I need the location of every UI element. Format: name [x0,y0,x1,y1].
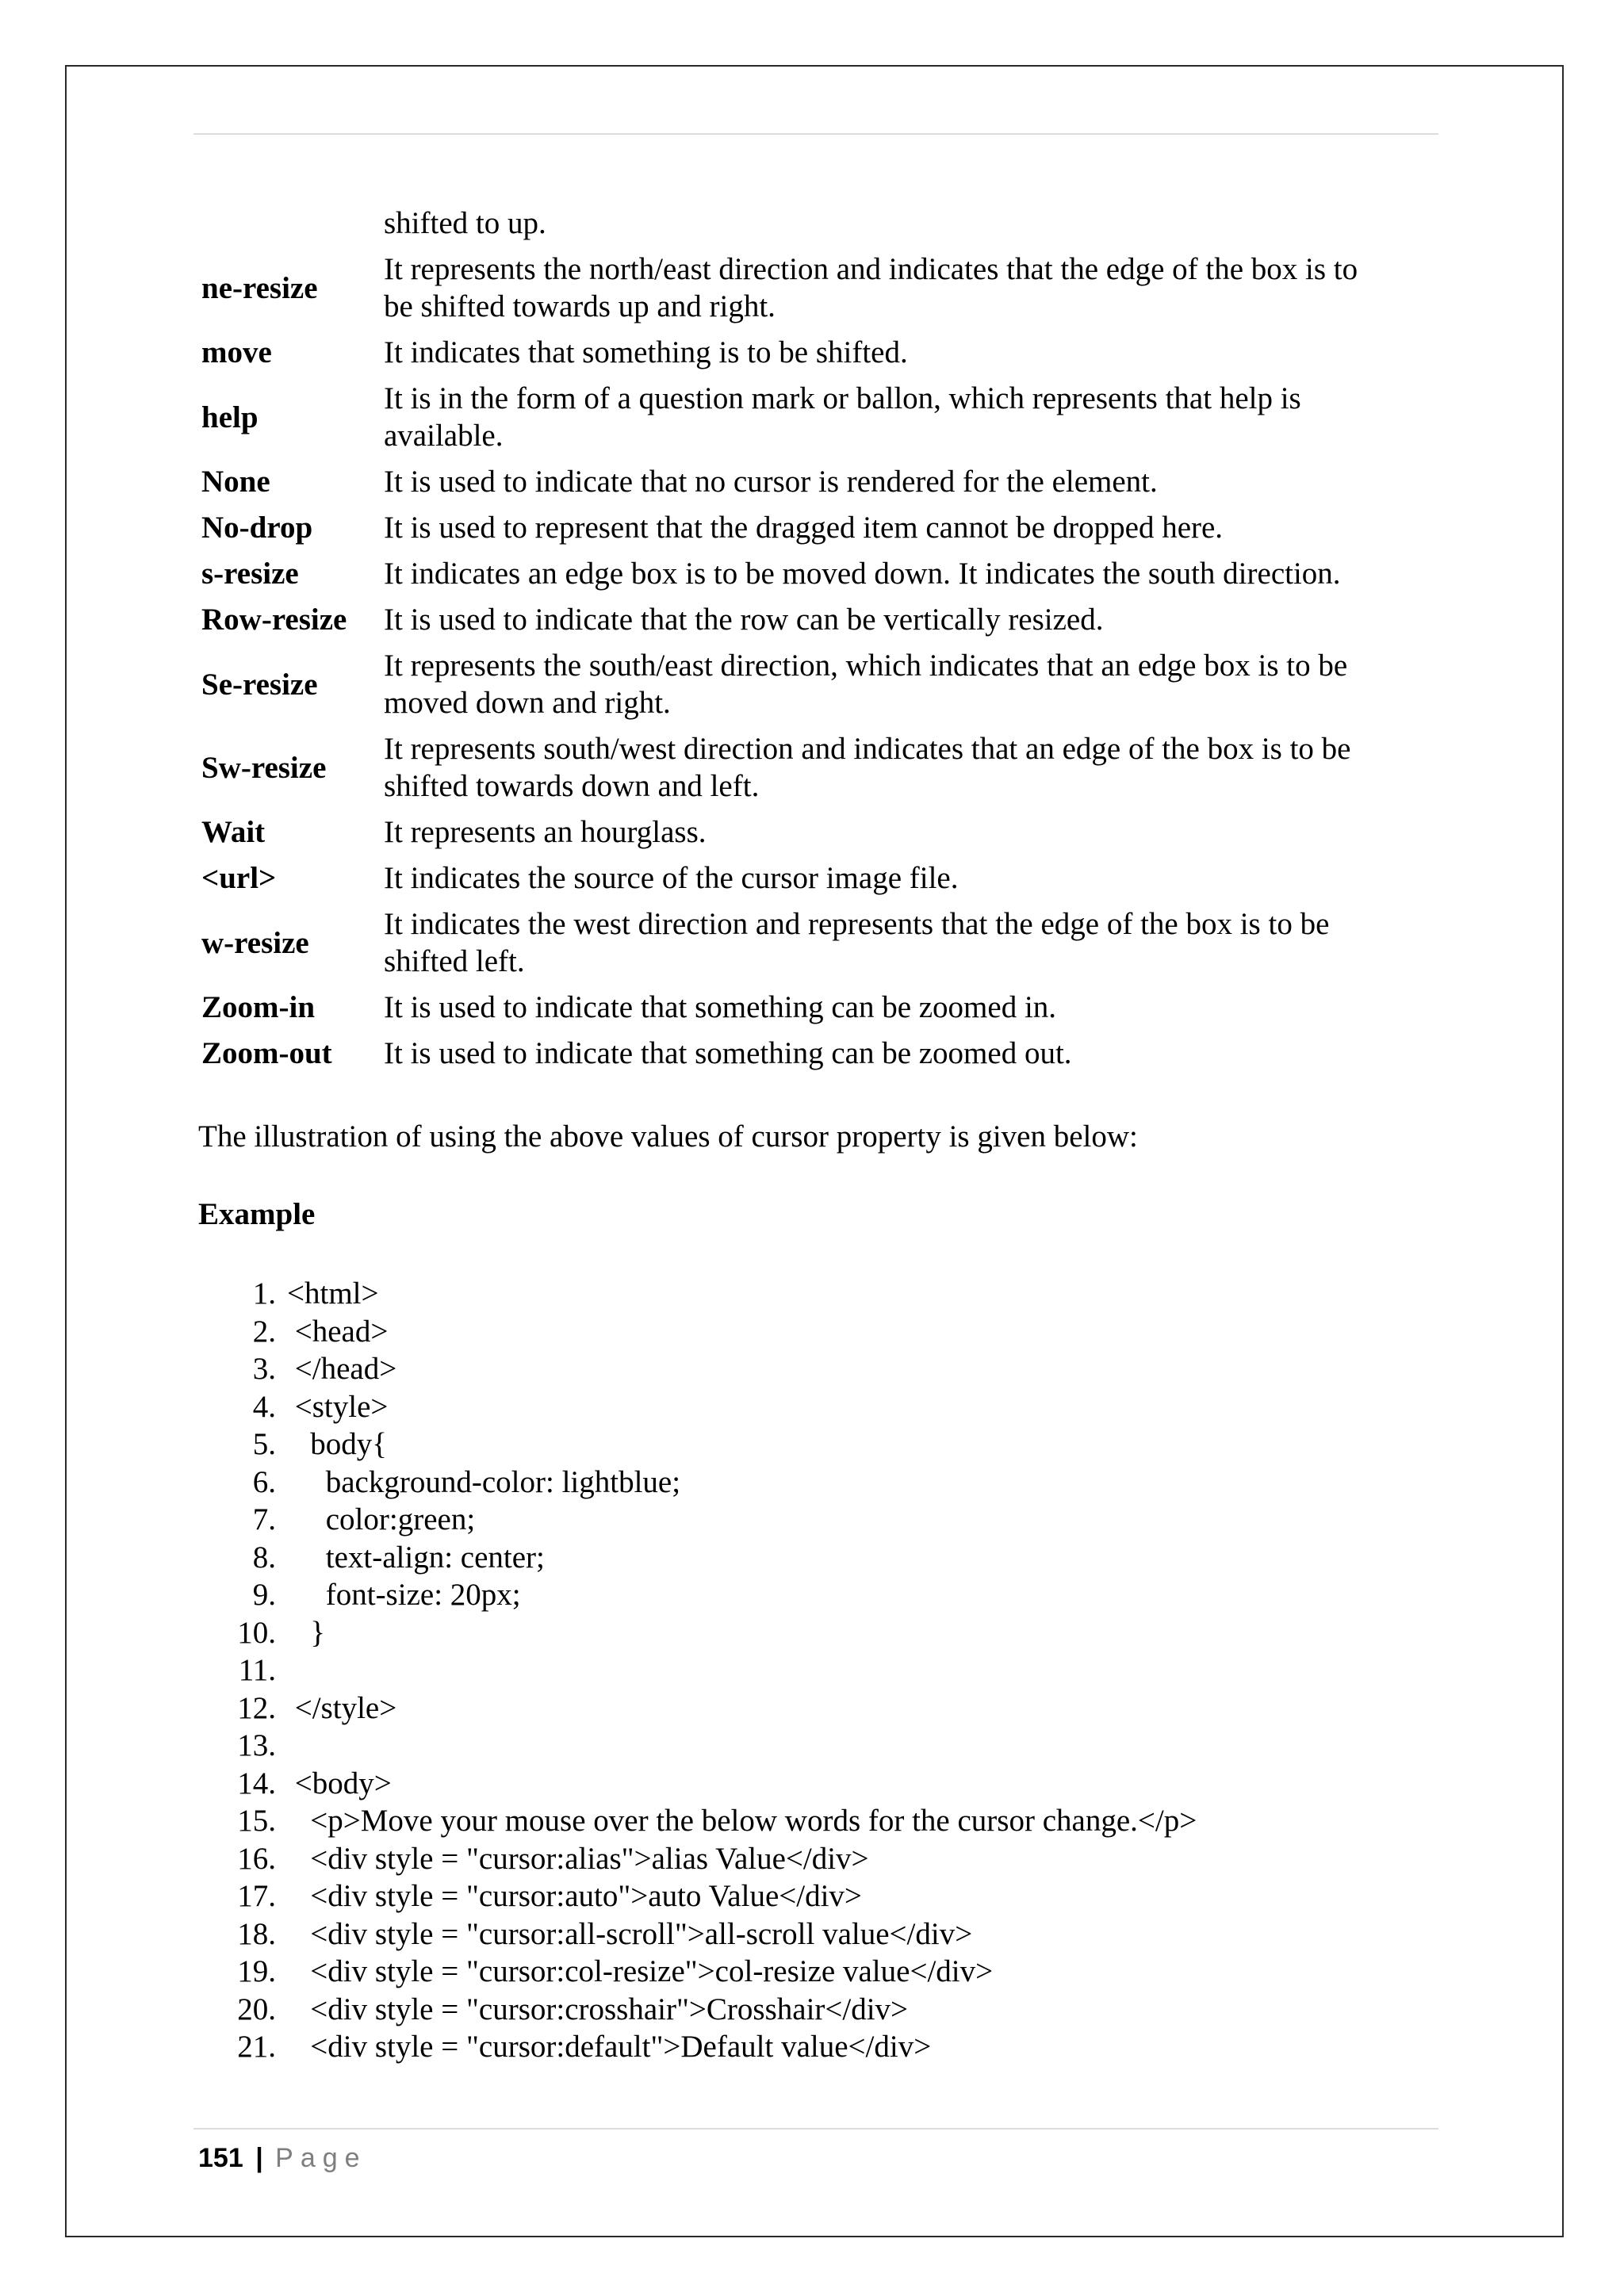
cursor-value-name: Zoom-out [201,1036,332,1070]
description-line: shifted towards down and left. [384,769,760,803]
code-text: <div style = "cursor:auto">auto Value</div> [287,1879,862,1913]
cursor-value-description [384,813,1438,851]
code-text [287,1727,1435,1765]
description-line: It is used to represent that the dragged item cannot be dropped here. [384,511,1224,545]
description-line: It is in the form of a question mark or ballon, which represents that help is [384,381,1301,415]
description-line: It represents the north/east direction and indicates that the edge of the box is to [384,252,1358,286]
cursor-value-description [384,1035,1438,1072]
cursor-value-name: Row-resize [201,603,347,637]
cursor-value-description [384,251,1438,325]
cursor-value-name: Se-resize [201,667,318,702]
code-text: text-align: center; [287,1540,545,1575]
table-row [201,205,1438,242]
description-line: It represents an hourglass. [384,815,707,849]
cursor-value-name: Wait [201,815,266,849]
code-text: font-size: 20px; [287,1578,521,1612]
line-number: 9. [252,1578,276,1612]
line-number: 12. [237,1690,276,1725]
code-line [198,1576,1435,1614]
code-listing [198,1275,1435,2066]
line-number: 21. [237,2030,276,2064]
table-row [201,334,1438,371]
table-row [201,380,1438,454]
line-number: 10. [237,1615,276,1650]
code-text [287,1651,1435,1689]
cursor-value-name: None [201,465,270,499]
description-line: shifted left. [384,944,525,978]
code-line [198,1651,1435,1689]
table-row [201,647,1438,721]
cursor-value-description [384,730,1438,805]
cursor-value-description [384,989,1438,1026]
description-line: It is used to indicate that something can be zoomed out. [384,1036,1072,1070]
description-line: It is used to indicate that the row can be vertically resized. [384,603,1104,637]
table-row [201,509,1438,546]
description-line: It represents south/west direction and indicates that an edge of the box is to be [384,732,1351,766]
cursor-value-name: move [201,335,272,369]
cursor-value-name: ne-resize [201,270,318,305]
cursor-value-description [384,205,1438,242]
description-line: be shifted towards up and right. [384,289,776,323]
cursor-value-name: No-drop [201,511,313,545]
description-line: It is used to indicate that no cursor is rendered for the element. [384,465,1158,499]
code-text: <div style = "cursor:alias">alias Value</div> [287,1841,869,1876]
code-line [198,1877,1435,1915]
code-text: body{ [287,1427,387,1461]
line-number: 3. [252,1352,276,1386]
line-number: 14. [237,1766,276,1800]
cursor-values-table [201,205,1438,1081]
code-line [198,1350,1435,1388]
code-text: <html> [287,1276,379,1311]
code-text: <p>Move your mouse over the below words for the cursor change.</p> [287,1804,1197,1838]
code-line [198,1765,1435,1803]
code-line [198,1727,1435,1765]
line-number: 5. [252,1427,276,1461]
table-row [201,905,1438,980]
table-row [201,601,1438,638]
table-row [201,813,1438,851]
example-heading: Example [198,1197,316,1231]
cursor-value-description [384,380,1438,454]
cursor-value-name: Zoom-in [201,990,316,1024]
code-line [198,1501,1435,1539]
code-line [198,1464,1435,1502]
code-line [198,1991,1435,2029]
code-text: <style> [287,1389,389,1424]
cursor-value-description [384,555,1438,592]
code-line [198,1275,1435,1313]
table-row [201,859,1438,897]
line-number: 13. [237,1728,276,1762]
line-number: 16. [237,1841,276,1876]
code-text: <head> [287,1314,389,1349]
code-line [198,1425,1435,1464]
cursor-value-description [384,601,1438,638]
line-number: 20. [237,1992,276,2026]
page-label: Page [275,2143,367,2173]
description-line: It represents the south/east direction, which indicates that an edge box is to be [384,649,1348,683]
code-text: } [287,1615,325,1650]
line-number: 8. [252,1540,276,1575]
cursor-value-name: w-resize [201,925,309,960]
footer-rule [193,2128,1438,2130]
line-number: 15. [237,1804,276,1838]
code-line [198,1802,1435,1840]
description-line: moved down and right. [384,686,671,720]
code-text: <div style = "cursor:col-resize">col-resize value</div> [287,1954,994,1988]
code-text: <div style = "cursor:default">Default value</div> [287,2030,932,2064]
footer-separator: | [255,2143,263,2173]
code-text: <div style = "cursor:crosshair">Crosshair</div> [287,1992,909,2026]
table-row [201,989,1438,1026]
description-line: It indicates that something is to be shifted. [384,335,908,369]
table-row [201,463,1438,500]
cursor-value-description [384,647,1438,721]
cursor-value-description [384,463,1438,500]
header-rule [193,133,1438,135]
code-line [198,1313,1435,1351]
code-line [198,1840,1435,1878]
description-line: shifted to up. [384,206,546,240]
code-line [198,1388,1435,1426]
line-number: 2. [252,1314,276,1349]
code-line [198,2028,1435,2066]
table-row [201,555,1438,592]
code-text: <div style = "cursor:all-scroll">all-scroll value</div> [287,1916,973,1951]
line-number: 1. [252,1276,276,1311]
cursor-value-name: <url> [201,861,277,895]
description-line: It indicates the west direction and represents that the edge of the box is to be [384,907,1330,941]
description-line: It indicates the source of the cursor image file. [384,861,959,895]
cursor-value-name: help [201,400,259,434]
cursor-value-description [384,509,1438,546]
line-number: 6. [252,1464,276,1499]
code-line [198,1915,1435,1954]
description-line: It is used to indicate that something can be zoomed in. [384,990,1057,1024]
cursor-value-name: s-resize [201,557,299,591]
description-line: available. [384,419,504,453]
code-text: </style> [287,1690,397,1725]
cursor-value-description [384,905,1438,980]
cursor-value-description [384,334,1438,371]
intro-paragraph: The illustration of using the above values of cursor property is given below: [198,1119,1138,1154]
code-line [198,1953,1435,1991]
table-row [201,251,1438,325]
code-line [198,1689,1435,1728]
table-row [201,1035,1438,1072]
code-text: </head> [287,1352,397,1386]
description-line: It indicates an edge box is to be moved down. It indicates the south direction. [384,557,1341,591]
line-number: 7. [252,1502,276,1536]
page-number: 151 [198,2143,243,2173]
line-number: 11. [238,1653,276,1687]
code-text: background-color: lightblue; [287,1464,681,1499]
line-number: 17. [237,1879,276,1913]
cursor-value-name: Sw-resize [201,750,327,785]
code-line [198,1539,1435,1577]
page-footer [198,2141,367,2175]
table-row [201,730,1438,805]
code-text: color:green; [287,1502,476,1536]
line-number: 19. [237,1954,276,1988]
cursor-value-description [384,859,1438,897]
line-number: 18. [237,1916,276,1951]
code-line [198,1614,1435,1652]
code-text: <body> [287,1766,392,1800]
line-number: 4. [252,1389,276,1424]
